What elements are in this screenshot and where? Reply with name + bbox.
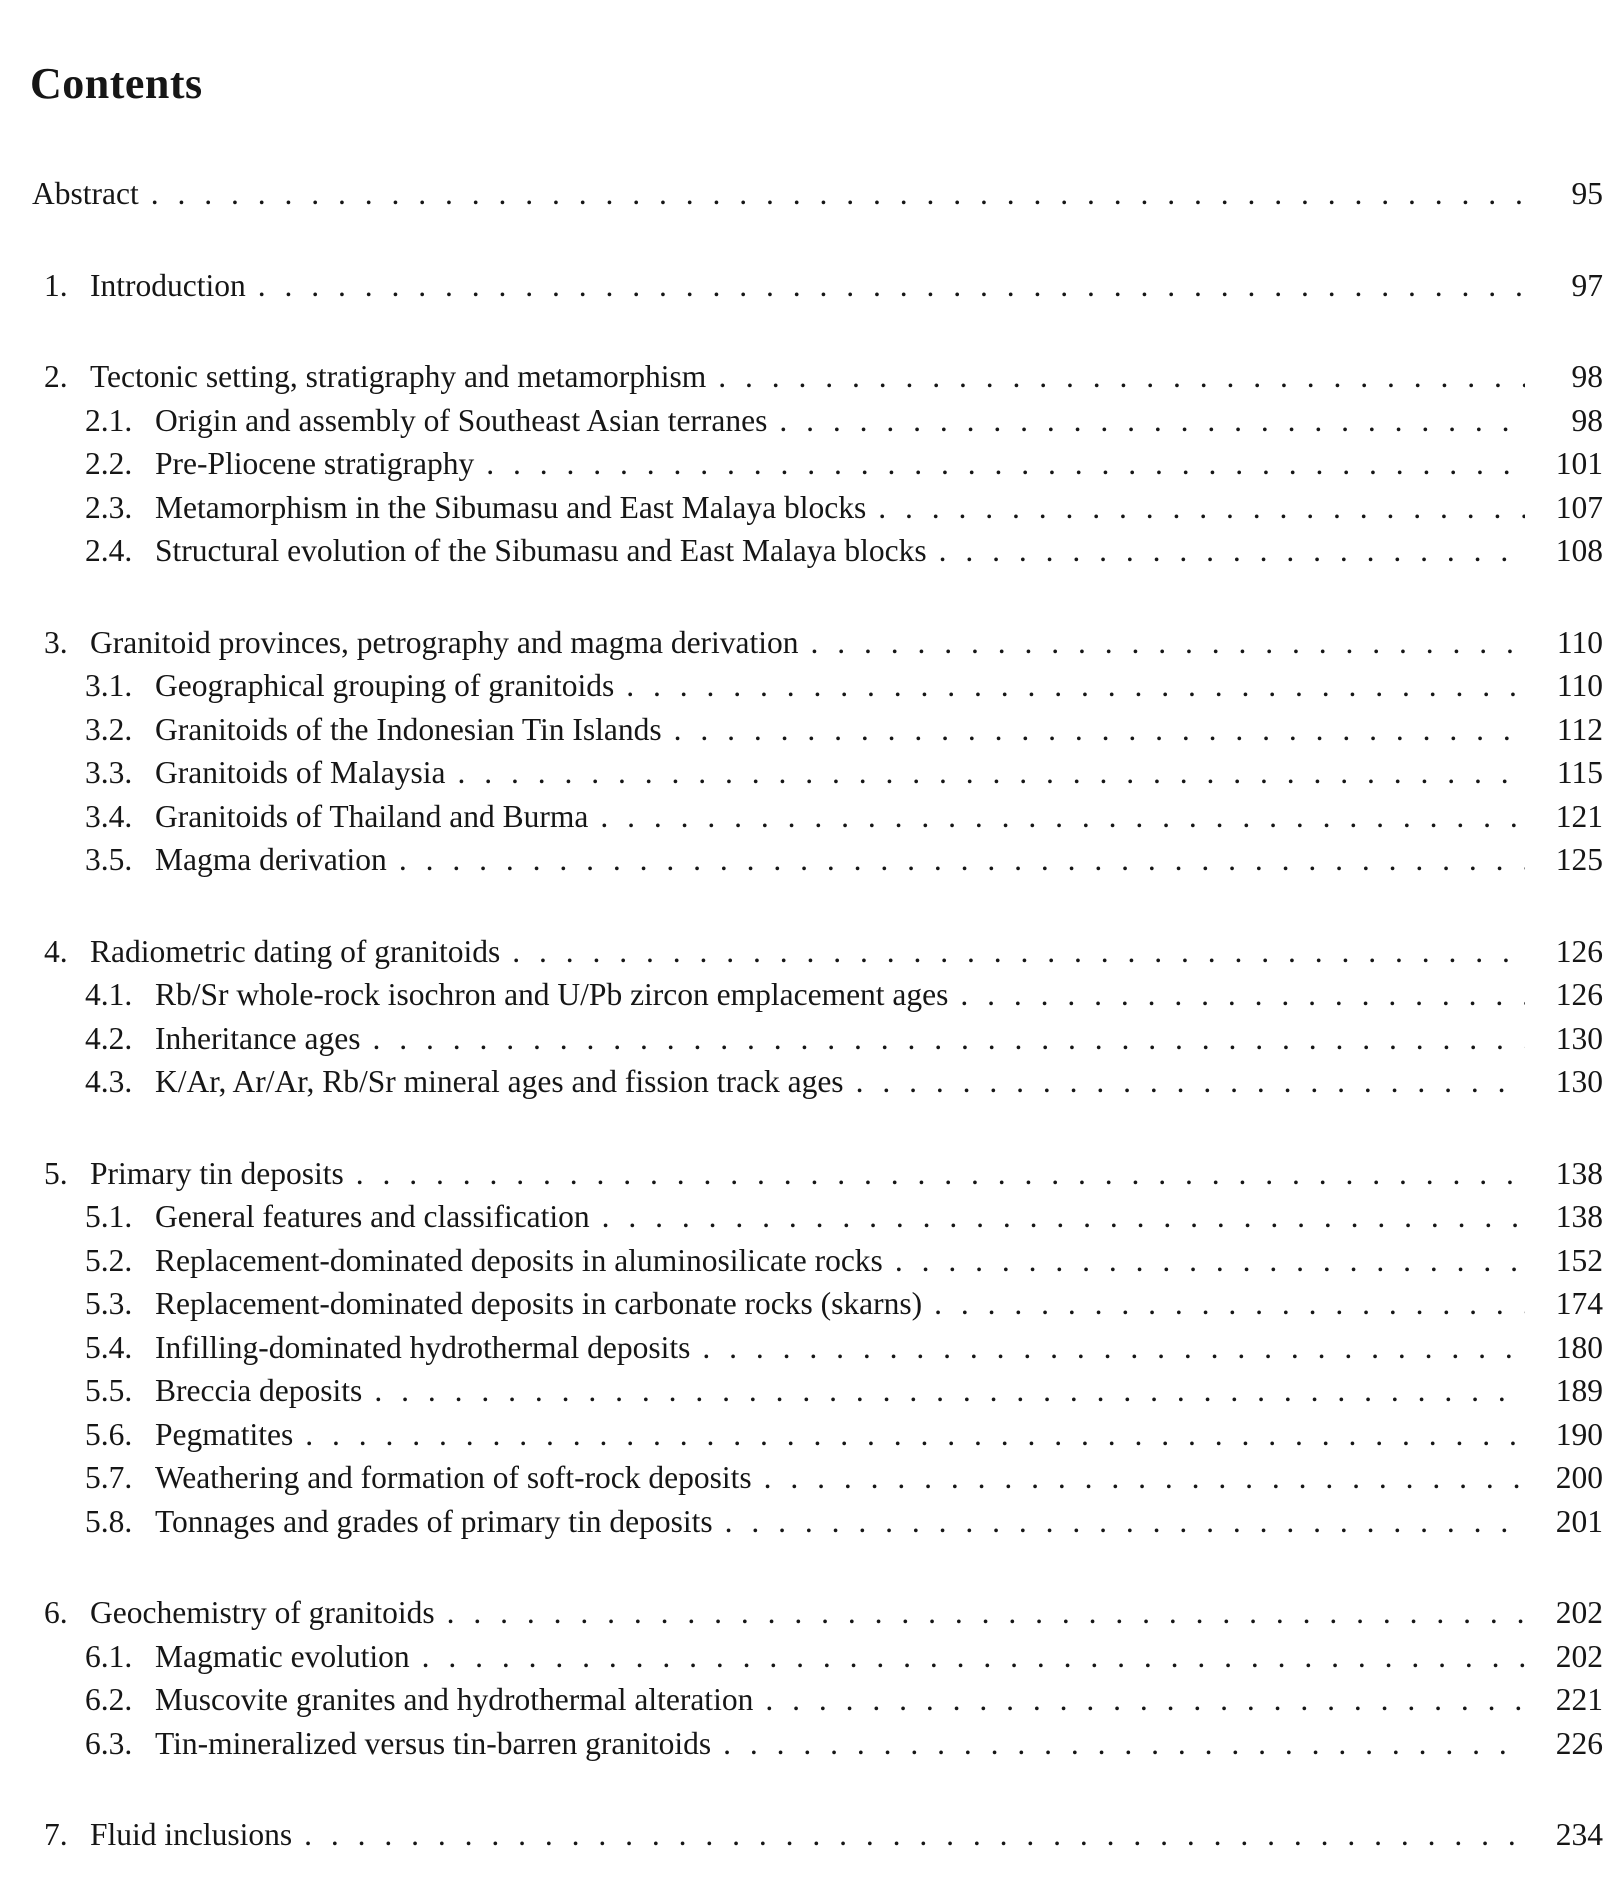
toc-row	[0, 751, 1611, 795]
entry-number: 5.7.	[85, 1460, 133, 1495]
toc-group	[0, 264, 1611, 308]
entry-page-number: 202	[1555, 1595, 1603, 1630]
entry-page-number: 180	[1555, 1329, 1603, 1365]
entry-title: Geographical grouping of granitoids	[155, 668, 615, 703]
entry-number: 6.3.	[85, 1725, 133, 1761]
entry-page-number: 126	[1555, 977, 1603, 1012]
entry-title: Tectonic setting, stratigraphy and metamorphism	[90, 359, 707, 394]
toc-group	[0, 355, 1611, 573]
entry-number: 5.1.	[85, 1199, 133, 1234]
entry-page-number: 189	[1555, 1373, 1603, 1408]
toc-row	[0, 1813, 1611, 1857]
entry-page-number: 98	[1571, 359, 1603, 394]
entry-page-number: 202	[1555, 1638, 1603, 1674]
toc-row	[0, 930, 1611, 974]
entry-page-number: 98	[1571, 402, 1603, 438]
toc-row	[0, 264, 1611, 308]
dot-leader	[139, 172, 1525, 216]
entry-title: Breccia deposits	[155, 1373, 363, 1408]
dot-leader	[588, 795, 1525, 839]
toc-row	[0, 1017, 1611, 1061]
dot-leader	[246, 264, 1525, 308]
toc-row	[0, 1326, 1611, 1370]
toc-row	[0, 1060, 1611, 1104]
dot-leader	[362, 1369, 1525, 1413]
entry-title: K/Ar, Ar/Ar, Rb/Sr mineral ages and fission track ages	[155, 1064, 844, 1099]
entry-number: 5.	[44, 1155, 68, 1191]
entry-number: 2.3.	[85, 489, 133, 525]
toc-row	[0, 1369, 1611, 1413]
entry-page-number: 190	[1555, 1416, 1603, 1452]
toc-group	[0, 1152, 1611, 1544]
entry-page-number: 138	[1555, 1155, 1603, 1191]
dot-leader	[713, 1500, 1525, 1544]
dot-leader	[474, 442, 1525, 486]
dot-leader	[344, 1152, 1525, 1196]
entry-number: 4.	[44, 933, 68, 969]
dot-leader	[292, 1813, 1525, 1857]
entry-title: Tin-mineralized versus tin-barren granitoids	[155, 1725, 712, 1761]
toc-row	[0, 708, 1611, 752]
entry-number: 5.6.	[85, 1416, 133, 1452]
entry-page-number: 110	[1556, 624, 1603, 660]
dot-leader	[767, 399, 1525, 443]
entry-title: Replacement-dominated deposits in carbonate rocks (skarns)	[155, 1286, 923, 1321]
entry-number: 3.1.	[85, 668, 133, 703]
entry-title: Granitoids of the Indonesian Tin Islands	[155, 711, 662, 747]
entry-title: Metamorphism in the Sibumasu and East Malaya blocks	[155, 489, 867, 525]
dot-leader	[711, 1722, 1525, 1766]
entry-page-number: 101	[1555, 446, 1603, 481]
toc-row	[0, 442, 1611, 486]
entry-title: Radiometric dating of granitoids	[90, 933, 501, 969]
entry-number: 3.	[44, 624, 68, 660]
entry-page-number: 152	[1555, 1242, 1603, 1278]
toc-row	[0, 1152, 1611, 1196]
entry-page-number: 221	[1555, 1682, 1603, 1717]
entry-title: Pegmatites	[155, 1416, 294, 1452]
toc	[0, 172, 1611, 1857]
entry-title: Tonnages and grades of primary tin deposits	[155, 1503, 713, 1539]
entry-page-number: 108	[1555, 533, 1603, 568]
entry-page-number: 95	[1571, 176, 1603, 211]
entry-title: Replacement-dominated deposits in aluminosilicate rocks	[155, 1242, 883, 1278]
toc-group	[0, 1591, 1611, 1765]
toc-group	[0, 930, 1611, 1104]
toc-row	[0, 973, 1611, 1017]
entry-number: 3.2.	[85, 711, 133, 747]
toc-row	[0, 1500, 1611, 1544]
entry-number: 2.	[44, 359, 68, 394]
toc-group	[0, 1813, 1611, 1857]
entry-title: Granitoid provinces, petrography and magma derivation	[90, 624, 799, 660]
entry-title: Muscovite granites and hydrothermal alteration	[155, 1682, 754, 1717]
entry-title: Granitoids of Thailand and Burma	[155, 798, 589, 834]
entry-number: 6.1.	[85, 1638, 133, 1674]
entry-number: 7.	[44, 1817, 68, 1852]
entry-title: Pre-Pliocene stratigraphy	[155, 446, 475, 481]
toc-row	[0, 1282, 1611, 1326]
dot-leader	[361, 1017, 1525, 1061]
dot-leader	[948, 973, 1525, 1017]
entry-title: Granitoids of Malaysia	[155, 755, 446, 790]
dot-leader	[445, 751, 1525, 795]
page-title: Contents	[30, 59, 203, 108]
toc-row	[0, 486, 1611, 530]
toc-row	[0, 399, 1611, 443]
entry-number: 2.2.	[85, 446, 133, 481]
entry-title: Structural evolution of the Sibumasu and East Malaya blocks	[155, 533, 927, 568]
dot-leader	[410, 1635, 1525, 1679]
entry-number: 6.	[44, 1595, 68, 1630]
entry-title: Fluid inclusions	[90, 1817, 293, 1852]
entry-page-number: 125	[1555, 842, 1603, 877]
toc-row	[0, 1456, 1611, 1500]
entry-title: Abstract	[32, 176, 139, 211]
entry-number: 2.4.	[85, 533, 133, 568]
entry-title: Primary tin deposits	[90, 1155, 344, 1191]
entry-number: 3.4.	[85, 798, 133, 834]
entry-page-number: 110	[1556, 668, 1603, 703]
entry-title: Introduction	[90, 267, 246, 303]
dot-leader	[866, 486, 1525, 530]
entry-page-number: 115	[1556, 755, 1603, 790]
entry-number: 4.1.	[85, 977, 133, 1012]
entry-title: Infilling-dominated hydrothermal deposits	[155, 1329, 691, 1365]
dot-leader	[753, 1678, 1525, 1722]
entry-number: 2.1.	[85, 402, 133, 438]
toc-row	[0, 1591, 1611, 1635]
entry-number: 6.2.	[85, 1682, 133, 1717]
entry-page-number: 97	[1571, 267, 1603, 303]
entry-number: 4.3.	[85, 1064, 133, 1099]
entry-number: 3.3.	[85, 755, 133, 790]
entry-number: 5.8.	[85, 1503, 133, 1539]
dot-leader	[590, 1195, 1525, 1239]
dot-leader	[927, 529, 1525, 573]
entry-page-number: 226	[1555, 1725, 1603, 1761]
toc-row	[0, 1678, 1611, 1722]
toc-row	[0, 664, 1611, 708]
dot-leader	[662, 708, 1525, 752]
dot-leader	[883, 1239, 1525, 1283]
entry-title: Weathering and formation of soft-rock deposits	[155, 1460, 752, 1495]
entry-page-number: 201	[1555, 1503, 1603, 1539]
dot-leader	[690, 1326, 1525, 1370]
entry-page-number: 112	[1556, 711, 1603, 747]
entry-page-number: 121	[1555, 798, 1603, 834]
entry-page-number: 138	[1555, 1199, 1603, 1234]
dot-leader	[922, 1282, 1525, 1326]
toc-row	[0, 172, 1611, 216]
entry-title: Magma derivation	[155, 842, 387, 877]
toc-row	[0, 1635, 1611, 1679]
toc-row	[0, 1413, 1611, 1457]
dot-leader	[435, 1591, 1525, 1635]
entry-number: 1.	[44, 267, 68, 303]
entry-title: Origin and assembly of Southeast Asian terranes	[155, 402, 768, 438]
toc-row	[0, 1239, 1611, 1283]
toc-group	[0, 621, 1611, 882]
toc-row	[0, 355, 1611, 399]
entry-number: 5.2.	[85, 1242, 133, 1278]
entry-number: 5.4.	[85, 1329, 133, 1365]
toc-row	[0, 621, 1611, 665]
entry-page-number: 130	[1555, 1020, 1603, 1056]
entry-number: 5.3.	[85, 1286, 133, 1321]
toc-row	[0, 1722, 1611, 1766]
entry-number: 4.2.	[85, 1020, 133, 1056]
entry-page-number: 107	[1555, 489, 1603, 525]
dot-leader	[614, 664, 1525, 708]
entry-title: Inheritance ages	[155, 1020, 361, 1056]
toc-row	[0, 529, 1611, 573]
entry-page-number: 126	[1555, 933, 1603, 969]
entry-number: 3.5.	[85, 842, 133, 877]
dot-leader	[387, 838, 1525, 882]
toc-group	[0, 172, 1611, 216]
toc-row	[0, 795, 1611, 839]
entry-page-number: 130	[1555, 1064, 1603, 1099]
dot-leader	[293, 1413, 1525, 1457]
toc-row	[0, 1195, 1611, 1239]
entry-page-number: 174	[1555, 1286, 1603, 1321]
entry-page-number: 234	[1555, 1817, 1603, 1852]
dot-leader	[799, 621, 1525, 665]
dot-leader	[500, 930, 1525, 974]
toc-row	[0, 838, 1611, 882]
dot-leader	[752, 1456, 1525, 1500]
entry-title: Rb/Sr whole-rock isochron and U/Pb zircon emplacement ages	[155, 977, 949, 1012]
dot-leader	[706, 355, 1525, 399]
dot-leader	[844, 1060, 1525, 1104]
entry-title: General features and classification	[155, 1199, 590, 1234]
entry-title: Magmatic evolution	[155, 1638, 410, 1674]
entry-number: 5.5.	[85, 1373, 133, 1408]
entry-page-number: 200	[1555, 1460, 1603, 1495]
entry-title: Geochemistry of granitoids	[90, 1595, 435, 1630]
